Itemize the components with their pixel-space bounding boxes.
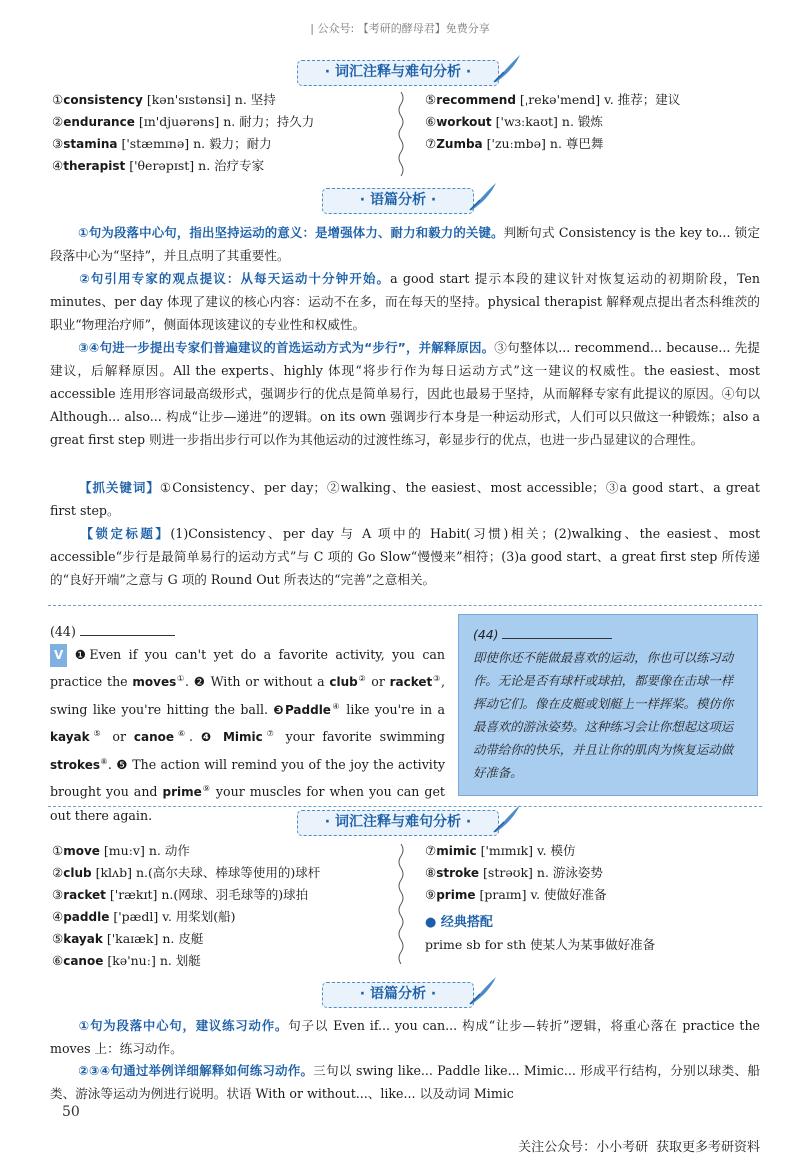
analysis2-p1 xyxy=(50,1014,760,1060)
vocab-definition: v. 推荐；建议 xyxy=(604,92,681,107)
passage-keyword: ❸Paddle xyxy=(273,702,331,717)
title-lock-tag: 【锁定标题】 xyxy=(78,526,171,541)
analysis1-p2-text: a good start 提示本段的建议针对恢复运动的初期阶段，Ten minutes、per day 体现了建议的核心内容：运动不在多，而在每天的坚持。physical therapist 解释观点提出者杰科维茨的职业“物理治疗师”，侧面体现该建议的专业性和权威性。 xyxy=(50,271,760,332)
vocab-phonetic: ['mɪmɪk] xyxy=(480,843,534,858)
passage-segment: your favorite swimming xyxy=(277,729,445,745)
vocab-entry xyxy=(52,133,314,155)
vocab-phonetic: [strəʊk] xyxy=(483,865,533,880)
analysis2-p2 xyxy=(50,1059,760,1105)
passage-keyword-note: ① xyxy=(176,674,185,684)
vocab-phonetic: ['θerəpɪst] xyxy=(129,158,195,173)
wavy-divider xyxy=(397,92,405,176)
quill-icon xyxy=(466,974,500,1008)
vocab2-right xyxy=(425,840,655,956)
vocab-word: mimic xyxy=(436,844,477,858)
vocab-definition: n. 治疗专家 xyxy=(198,158,265,173)
vocab-definition: n.(网球、羽毛球等的)球拍 xyxy=(161,887,309,902)
analysis1-p3-text: ③句整体以... recommend... because... 先提建议，后解释原因。All the experts、highly 体现“将步行作为每日运动方式”这一建议的权威性。the easiest、most accessible 连用形容词最高级形式，强调步行的优点是简单易行，因此也最易于坚持，从而解释专家有此提议的原因。④句以 Although... also... 构成“让步—递进”的逻辑。on its own 强调步行本身是一种运动形式，人们可以只做这一种锻炼；also a great first step 则进一步指出步行可以作为其他运动的过渡性练习，彰显步行的优点，也进一步凸显建议的合理性。 xyxy=(50,340,760,447)
vocab-phonetic: [kən'sɪstənsi] xyxy=(146,92,231,107)
section-divider xyxy=(48,605,762,606)
vocab-number: ① xyxy=(52,843,64,858)
vocab-section-title: · 词汇注释与难句分析 · xyxy=(297,810,499,836)
vocab-number: ⑥ xyxy=(52,953,64,968)
passage-keyword-note: ② xyxy=(357,674,367,684)
analysis-section-title: · 语篇分析 · xyxy=(322,188,474,214)
vocab-phonetic: ['wɜːkaʊt] xyxy=(495,114,558,129)
vocab-definition: n. 耐力；持久力 xyxy=(223,114,315,129)
vocab-number: ⑧ xyxy=(425,865,437,880)
vocab-word: canoe xyxy=(63,954,104,968)
vocab-word: recommend xyxy=(436,93,516,107)
passage-segment: . ❺ The action will remind you of the joy the activity brought you and xyxy=(50,756,446,800)
passage-keyword: moves xyxy=(132,675,177,690)
source-banner: | 公众号: 【考研的酵母君】免费分享 xyxy=(310,22,490,35)
vocab-definition: n. 锻炼 xyxy=(561,114,603,129)
vocab-entry xyxy=(52,862,320,884)
vocab-number: ④ xyxy=(52,909,64,924)
section-divider xyxy=(48,806,762,807)
vocab-number: ⑤ xyxy=(425,92,437,107)
vocab-entry xyxy=(52,906,320,928)
translation-blank xyxy=(502,626,612,639)
answer-blank[interactable] xyxy=(80,623,175,636)
vocab-definition: n.(高尔夫球、棒球等使用的)球杆 xyxy=(135,865,321,880)
analysis2-p2-text: 三句以 swing like... Paddle like... Mimic... 形成平行结构，分别以球类、船类、游泳等运动为例进行说明。状语 With or without...、like... 以及动词 Mimic xyxy=(50,1063,760,1101)
passage-keyword-note: ④ xyxy=(330,701,341,711)
analysis1-p1-text: 判断句式 Consistency is the key to... 锁定段落中心为“坚持”，并且点明了其重要性。 xyxy=(50,225,760,263)
passage-keyword: racket xyxy=(389,675,433,690)
vocab-definition: n. 游泳姿势 xyxy=(536,865,603,880)
vocab1-right xyxy=(425,89,680,155)
vocab-word: workout xyxy=(436,115,492,129)
vocab-definition: v. 模仿 xyxy=(537,843,576,858)
vocab-phonetic: [ˌrekə'mend] xyxy=(519,92,601,107)
passage-segment: . xyxy=(189,729,201,745)
collocation-text: prime sb for sth 使某人为某事做好准备 xyxy=(425,937,656,952)
vocab-definition: v. 使做好准备 xyxy=(530,887,607,902)
analysis1-p1 xyxy=(50,221,760,267)
footer-promo: 关注公众号：小小考研 获取更多考研资料 xyxy=(518,1140,760,1155)
passage-segment: ❶Even if you can't yet do a favorite activity, you can practice the xyxy=(50,647,445,690)
passage-segment: or xyxy=(366,674,390,690)
vocab-definition: n. 坚持 xyxy=(234,92,276,107)
vocab-entry xyxy=(52,840,320,862)
vocab-word: consistency xyxy=(63,93,143,107)
vocab-phonetic: [ɪn'djuərəns] xyxy=(138,114,220,129)
passage-keyword: prime xyxy=(162,785,202,800)
passage-keyword-note: ⑤ xyxy=(89,729,105,739)
passage-keyword: strokes xyxy=(50,757,100,772)
vocab-number: ③ xyxy=(52,887,64,902)
vocab-entry xyxy=(425,884,655,906)
analysis1-p3-highlight: ③④句进一步提出专家们普遍建议的首选运动方式为“步行”，并解释原因。 xyxy=(78,340,495,355)
passage-keyword-note: ⑧ xyxy=(99,756,108,766)
vocab-definition: n. 尊巴舞 xyxy=(549,136,604,151)
translation-text: 即使你还不能做最喜欢的运动，你也可以练习动作。无论是否有球杆或球拍，都要像在击球一样挥动它们。像在皮艇或划艇上一样挥桨。模仿你最喜欢的游泳姿势。这种练习会让你想起这项运动带给你的快乐，并且让你的肌肉为恢复运动做好准备。 xyxy=(473,650,734,780)
vocab-entry xyxy=(52,928,320,950)
vocab-number: ⑨ xyxy=(425,887,437,902)
vocab-number: ② xyxy=(52,114,64,129)
vocab-entry xyxy=(52,155,314,177)
passage-segment: your muscles for when you can get out there again. xyxy=(50,784,445,824)
analysis1-p3 xyxy=(50,336,760,451)
vocab-entry xyxy=(425,840,655,862)
vocab-definition: v. 用桨划(船) xyxy=(162,909,236,924)
quill-icon xyxy=(490,802,524,836)
vocab-phonetic: [praɪm] xyxy=(479,887,527,902)
vocab-number: ③ xyxy=(52,136,64,151)
vocab-phonetic: ['zuːmbə] xyxy=(486,136,546,151)
analysis-section-title: · 语篇分析 · xyxy=(322,982,474,1008)
passage-segment: , swing like you're hitting the ball. xyxy=(50,674,445,717)
vocab-word: move xyxy=(63,844,100,858)
vocab-number: ② xyxy=(52,865,64,880)
quill-icon xyxy=(466,180,500,214)
vocab-number: ⑤ xyxy=(52,931,64,946)
analysis2-p1-text: 句子以 Even if... you can... 构成“让步—转折”逻辑，将重心落在 practice the moves 上：练习动作。 xyxy=(50,1018,761,1056)
quill-icon xyxy=(490,52,524,86)
vocab-number: ⑦ xyxy=(425,136,437,151)
passage-keyword-note: ⑦ xyxy=(262,729,278,739)
vocab-word: Zumba xyxy=(436,137,483,151)
vocab-word: endurance xyxy=(63,115,135,129)
vocab-word: kayak xyxy=(63,932,103,946)
analysis2-p1-highlight: ①句为段落中心句，建议练习动作。 xyxy=(78,1018,289,1033)
vocab-entry xyxy=(52,884,320,906)
vocab-definition: n. 毅力；耐力 xyxy=(193,136,272,151)
passage-number: (44) xyxy=(50,624,76,639)
vocab-definition: n. 动作 xyxy=(148,843,190,858)
translation-box xyxy=(458,614,758,796)
passage-keyword: canoe xyxy=(133,730,175,745)
analysis1-keywords xyxy=(50,476,760,522)
analysis1-p2 xyxy=(50,267,760,336)
vocab-definition: n. 划艇 xyxy=(159,953,201,968)
vocab-word: therapist xyxy=(63,159,126,173)
vocab1-left xyxy=(52,89,314,177)
analysis1-p1-highlight: ①句为段落中心句，指出坚持运动的意义：是增强体力、耐力和毅力的关键。 xyxy=(78,225,504,240)
passage-keyword: kayak xyxy=(50,730,90,745)
vocab-entry xyxy=(425,862,655,884)
analysis1-p2-highlight: ②句引用专家的观点提议：从每天运动十分钟开始。 xyxy=(78,271,391,286)
vocab-entry xyxy=(52,950,320,972)
passage-keyword: club xyxy=(329,675,358,690)
vocab-number: ④ xyxy=(52,158,64,173)
vocab-entry xyxy=(52,89,314,111)
passage-keyword-note: ⑨ xyxy=(201,783,211,793)
passage-keyword-note: ⑥ xyxy=(174,729,189,739)
passage-keyword: ❹ Mimic xyxy=(200,730,263,745)
vocab-word: club xyxy=(63,866,92,880)
analysis2-p2-highlight: ②③④句通过举例详细解释如何练习动作。 xyxy=(78,1063,314,1078)
vocab-word: prime xyxy=(436,888,476,902)
vocab-entry xyxy=(425,133,680,155)
passage-segment: . ❷ With or without a xyxy=(184,674,330,690)
passage-segment: like you're in a xyxy=(340,701,446,717)
vocab-word: stamina xyxy=(63,137,118,151)
passage-keyword-note: ③ xyxy=(432,674,441,684)
vocab-number: ① xyxy=(52,92,64,107)
vocab-entry xyxy=(425,89,680,111)
vocab-number: ⑥ xyxy=(425,114,437,129)
vocab-section-title: · 词汇注释与难句分析 · xyxy=(297,60,499,86)
vocab-number: ⑦ xyxy=(425,843,437,858)
title-lock-text: (1)Consistency、per day 与 A 项中的 Habit(习惯)相关；(2)walking、the easiest、most accessible“步行是最简单易行的运动方式”与 C 项的 Go Slow“慢慢来”相符；(3)a good start、a great first step 所传递的“良好开端”之意与 G 项的 Round Out 所表达的“完善”之意相关。 xyxy=(50,526,761,587)
vocab-definition: n. 皮艇 xyxy=(162,931,204,946)
passage-segment: or xyxy=(104,729,134,745)
vocab-entry xyxy=(52,111,314,133)
keywords-tag: 【抓关键词】 xyxy=(78,480,160,495)
passage-text xyxy=(50,643,445,827)
analysis1-title-lock xyxy=(50,522,760,591)
keywords-text: ①Consistency、per day；②walking、the easiest、most accessible；③a good start、a great first step。 xyxy=(50,480,760,518)
vocab-phonetic: [klʌb] xyxy=(95,865,132,880)
passage-44 xyxy=(50,620,445,828)
vocab-phonetic: ['rækɪt] xyxy=(109,887,158,902)
vocab-phonetic: ['stæmɪnə] xyxy=(121,136,190,151)
collocation-heading: ● 经典搭配 xyxy=(425,915,493,930)
vocab2-left xyxy=(52,840,320,972)
vocab-phonetic: [muːv] xyxy=(103,843,145,858)
vocab-word: racket xyxy=(63,888,106,902)
wavy-divider xyxy=(397,844,405,966)
vocab-phonetic: ['kaɪæk] xyxy=(106,931,159,946)
page-number: 50 xyxy=(62,1104,80,1120)
vocab-word: stroke xyxy=(436,866,480,880)
vocab-phonetic: [kə'nuː] xyxy=(107,953,156,968)
vocab-phonetic: ['pædl] xyxy=(113,909,159,924)
vocab-entry xyxy=(425,111,680,133)
vocab-word: paddle xyxy=(63,910,110,924)
paragraph-roman: V xyxy=(50,644,67,667)
translation-number: (44) xyxy=(473,627,499,642)
